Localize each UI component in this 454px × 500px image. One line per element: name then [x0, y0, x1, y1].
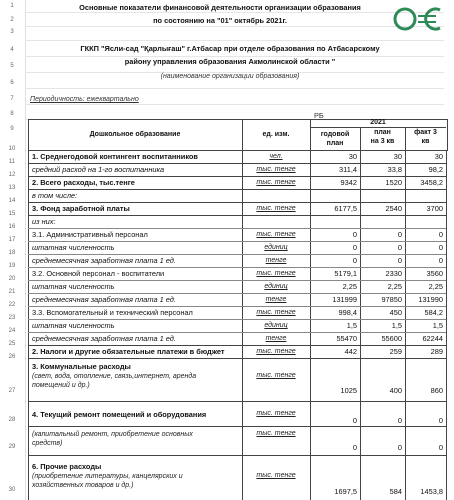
row-unit: чел. [269, 153, 283, 160]
column-header-annual: годовой [320, 131, 350, 138]
row-value-annual: 311,4 [339, 165, 357, 174]
row-value-annual: 998,4 [338, 308, 357, 317]
row-value-plan: 30 [393, 152, 402, 161]
row-number: 3 [10, 29, 14, 35]
row-number: 26 [8, 354, 16, 360]
row-value-plan: 1,5 [391, 321, 402, 330]
grid-line [26, 40, 444, 41]
row-value-fact: 131990 [418, 295, 443, 304]
row-number: 27 [8, 388, 16, 394]
row-number: 9 [10, 126, 14, 132]
row-number: 4 [10, 47, 14, 53]
row-number: 11 [8, 159, 16, 165]
row-unit: единиц [264, 322, 288, 329]
row-number: 30 [8, 487, 16, 493]
other-expenses-label: 6. Прочие расходы [32, 462, 102, 471]
row-unit: тыс. тенге [256, 348, 296, 355]
row-unit: единиц [264, 283, 288, 290]
utilities-fact: 860 [430, 386, 443, 395]
column-header-fact-2: кв [421, 138, 430, 145]
row-divider [28, 293, 446, 294]
row-label: 3.2. Основной персонал - воспитатели [32, 269, 165, 278]
row-value-plan: 259 [389, 347, 402, 356]
row-number: 18 [8, 250, 16, 256]
row-label: среднемесячная заработная плата 1 ед. [32, 295, 176, 304]
row-value-fact: 30 [434, 152, 443, 161]
row-number: 5 [10, 63, 14, 69]
utilities-note: (свет, вода, отопление, связь,интернет, аренда помещений и др.) [32, 373, 197, 389]
grid-line [26, 12, 444, 13]
row-label: среднемесячная заработная плата 1 ед. [32, 256, 176, 265]
column-header-plan: план [374, 129, 391, 136]
row-value-plan: 1520 [385, 178, 402, 187]
grid-line [26, 88, 444, 89]
column-header-plan-2: на 3 кв [370, 138, 395, 145]
row-unit: тыс. тенге [256, 205, 296, 212]
row-value-fact: 1,5 [432, 321, 443, 330]
capital-repairs-annual: 0 [352, 443, 357, 452]
column-header-fact: факт 3 [414, 129, 437, 136]
row-number: 10 [8, 146, 16, 152]
row-label: 3. Фонд заработной платы [32, 204, 130, 213]
row-divider [28, 163, 446, 164]
other-expenses-plan: 584 [389, 487, 402, 496]
row-unit: тенге [265, 335, 287, 342]
row-value-annual: 5179,1 [334, 269, 357, 278]
year-header: 2021 [370, 119, 386, 126]
row-value-plan: 2330 [385, 269, 402, 278]
row-number: 6 [10, 80, 14, 86]
row-divider [28, 319, 446, 320]
row-number: 2 [10, 17, 14, 23]
row-value-fact: 0 [438, 243, 443, 252]
row-label: среднемесячная заработная плата 1 ед. [32, 334, 176, 343]
column-header-annual-2: план [326, 140, 344, 147]
row-divider [28, 241, 446, 242]
row-value-annual: 1,5 [346, 321, 357, 330]
row-unit: тенге [265, 296, 287, 303]
row-divider [28, 176, 446, 177]
row-label: в том числе: [32, 191, 78, 200]
utilities-annual: 1025 [340, 386, 357, 395]
row-value-plan: 33,8 [387, 165, 402, 174]
row-value-fact: 98,2 [428, 165, 443, 174]
row-divider [28, 254, 446, 255]
row-number: 22 [8, 302, 16, 308]
row-value-fact: 289 [430, 347, 443, 356]
currency-label: РБ [314, 111, 324, 120]
capital-repairs-unit: тыс. тенге [256, 430, 296, 437]
row-number: 29 [8, 444, 16, 450]
row-divider [28, 215, 446, 216]
row-value-plan: 450 [389, 308, 402, 317]
row-number: 14 [8, 198, 16, 204]
row-value-fact: 2,25 [428, 282, 443, 291]
row-value-plan: 55600 [381, 334, 402, 343]
other-expenses-note: (приобретение литературы, канцелярских и хозяйственных товаров и др.) [32, 473, 183, 489]
og-logo-icon [392, 6, 452, 32]
row-number: 16 [8, 224, 16, 230]
organization-name: ГККП "Ясли-сад "Қарлығаш" г.Атбасар при отделе образования по Атбасарскому [80, 44, 380, 53]
row-number: 7 [10, 96, 14, 102]
row-label: 1. Среднегодовой контингент воспитанников [32, 152, 198, 161]
row-number: 25 [8, 341, 16, 347]
row-label: 3.3. Вспомогательный и технический персонал [32, 308, 193, 317]
repairs-plan: 0 [397, 416, 402, 425]
capital-repairs-note: (капитальный ремонт, приобретение основных средств) [32, 431, 193, 447]
row-value-fact: 584,2 [424, 308, 443, 317]
row-value-fact: 62244 [422, 334, 443, 343]
row-unit: тыс. тенге [256, 270, 296, 277]
row-number: 17 [8, 237, 16, 243]
row-unit: единиц [264, 244, 288, 251]
row-divider [28, 267, 446, 268]
row-unit: тыс. тенге [256, 179, 296, 186]
row-number: 15 [8, 211, 16, 217]
row-value-annual: 0 [352, 243, 357, 252]
column-header-unit: ед. изм. [262, 131, 290, 138]
row-value-annual: 55470 [336, 334, 357, 343]
row-divider [28, 202, 446, 203]
column-header-name: Дошкольное образование [89, 131, 181, 138]
row-value-fact: 0 [438, 256, 443, 265]
row-number-gutter-line [25, 0, 26, 500]
row-unit: тенге [265, 257, 287, 264]
row-label: 2. Всего расходы, тыс.тенге [32, 178, 135, 187]
row-value-annual: 0 [352, 256, 357, 265]
other-expenses-unit: тыс. тенге [256, 472, 296, 479]
row-divider [28, 306, 446, 307]
row-value-plan: 0 [397, 256, 402, 265]
row-value-annual: 0 [352, 230, 357, 239]
repairs-annual: 0 [352, 416, 357, 425]
row-value-plan: 97850 [381, 295, 402, 304]
document-title: Основные показатели финансовой деятельности организации образования [79, 3, 361, 12]
row-value-fact: 0 [438, 230, 443, 239]
row-value-fact: 3560 [426, 269, 443, 278]
row-number: 8 [10, 111, 14, 117]
row-divider [28, 189, 446, 190]
row-value-plan: 2,25 [387, 282, 402, 291]
row-value-plan: 0 [397, 243, 402, 252]
row-number: 23 [8, 315, 16, 321]
document-date: по состоянию на "01" октябрь 2021г. [153, 16, 287, 25]
row-label: из них: [32, 217, 56, 226]
row-value-plan: 2540 [385, 204, 402, 213]
grid-line [26, 104, 444, 105]
row-label: штатная численность [32, 282, 115, 291]
row-unit: тыс. тенге [256, 166, 296, 173]
row-label: штатная численность [32, 243, 115, 252]
utilities-unit: тыс. тенге [256, 372, 296, 379]
row-number: 20 [8, 276, 16, 282]
row-value-annual: 131999 [332, 295, 357, 304]
row-number: 13 [8, 185, 16, 191]
row-value-plan: 0 [397, 230, 402, 239]
row-value-annual: 2,25 [342, 282, 357, 291]
row-value-annual: 9342 [340, 178, 357, 187]
row-number: 12 [8, 172, 16, 178]
capital-repairs-fact: 0 [438, 443, 443, 452]
utilities-label: 3. Коммунальные расходы [32, 362, 131, 371]
row-divider [28, 345, 446, 346]
grid-line [26, 26, 444, 27]
row-value-annual: 6177,5 [334, 204, 357, 213]
row-number: 19 [8, 263, 16, 269]
capital-repairs-plan: 0 [397, 443, 402, 452]
organization-caption: (наименование организации образования) [160, 73, 300, 80]
repairs-fact: 0 [438, 416, 443, 425]
row-value-fact: 3458,2 [420, 178, 443, 187]
row-unit: тыс. тенге [256, 309, 296, 316]
row-number: 21 [8, 289, 16, 295]
row-value-annual: 442 [344, 347, 357, 356]
repairs-label: 4. Текущий ремонт помещений и оборудования [32, 410, 207, 419]
row-number: 24 [8, 328, 16, 334]
row-divider [28, 332, 446, 333]
row-value-annual: 30 [348, 152, 357, 161]
row-label: 2. Налоги и другие обязательные платежи в бюджет [32, 347, 225, 356]
row-divider [28, 280, 446, 281]
repairs-unit: тыс. тенге [256, 410, 296, 417]
utilities-plan: 400 [389, 386, 402, 395]
other-expenses-fact: 1453,8 [420, 487, 443, 496]
row-unit: тыс. тенге [256, 231, 296, 238]
row-divider [28, 228, 446, 229]
row-number: 28 [8, 417, 16, 423]
row-label: 3.1. Административный персонал [32, 230, 148, 239]
row-value-fact: 3700 [426, 204, 443, 213]
row-label: средний расход на 1-го воспитанника [32, 165, 165, 174]
row-number: 1 [10, 3, 14, 9]
row-label: штатная численность [32, 321, 115, 330]
other-expenses-annual: 1697,5 [334, 487, 357, 496]
periodicity-label: Периодичность: ежеквартально [30, 96, 139, 103]
organization-name-cont: району управления образования Акмолинской области " [124, 57, 336, 66]
